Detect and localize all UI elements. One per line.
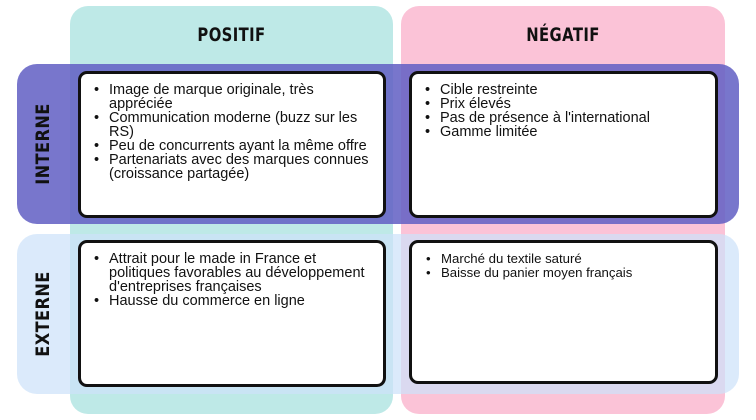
weaknesses-box bbox=[409, 71, 718, 218]
negative-column-title: NÉGATIF bbox=[526, 24, 600, 46]
list-item: • Peu de concurrents ayant la même offre bbox=[109, 139, 377, 153]
list-item: • Partenariats avec des marques connues (croissance partagée) bbox=[109, 153, 377, 181]
list-item: • Communication moderne (buzz sur les RS) bbox=[109, 111, 377, 139]
list-item: • Marché du textile saturé bbox=[441, 252, 709, 266]
external-row-title: EXTERNE bbox=[32, 271, 54, 357]
list-item: • Prix élevés bbox=[440, 97, 709, 111]
list-item: • Attrait pour le made in France et politiques favorables au développement d'entreprises françaises bbox=[109, 252, 377, 294]
list-item: • Gamme limitée bbox=[440, 125, 709, 139]
weaknesses-list bbox=[412, 74, 715, 139]
list-item: • Baisse du panier moyen français bbox=[441, 266, 709, 280]
list-item: • Pas de présence à l'international bbox=[440, 111, 709, 125]
internal-row-title: INTERNE bbox=[32, 103, 54, 185]
positive-column-title: POSITIF bbox=[197, 24, 266, 46]
threats-list bbox=[412, 243, 715, 280]
opportunities-list bbox=[81, 243, 383, 308]
list-item: • Hausse du commerce en ligne bbox=[109, 294, 377, 308]
opportunities-box bbox=[78, 240, 386, 387]
list-item: • Image de marque originale, très appréciée bbox=[109, 83, 377, 111]
strengths-list bbox=[81, 74, 383, 181]
threats-box bbox=[409, 240, 718, 384]
list-item: • Cible restreinte bbox=[440, 83, 709, 97]
strengths-box bbox=[78, 71, 386, 218]
